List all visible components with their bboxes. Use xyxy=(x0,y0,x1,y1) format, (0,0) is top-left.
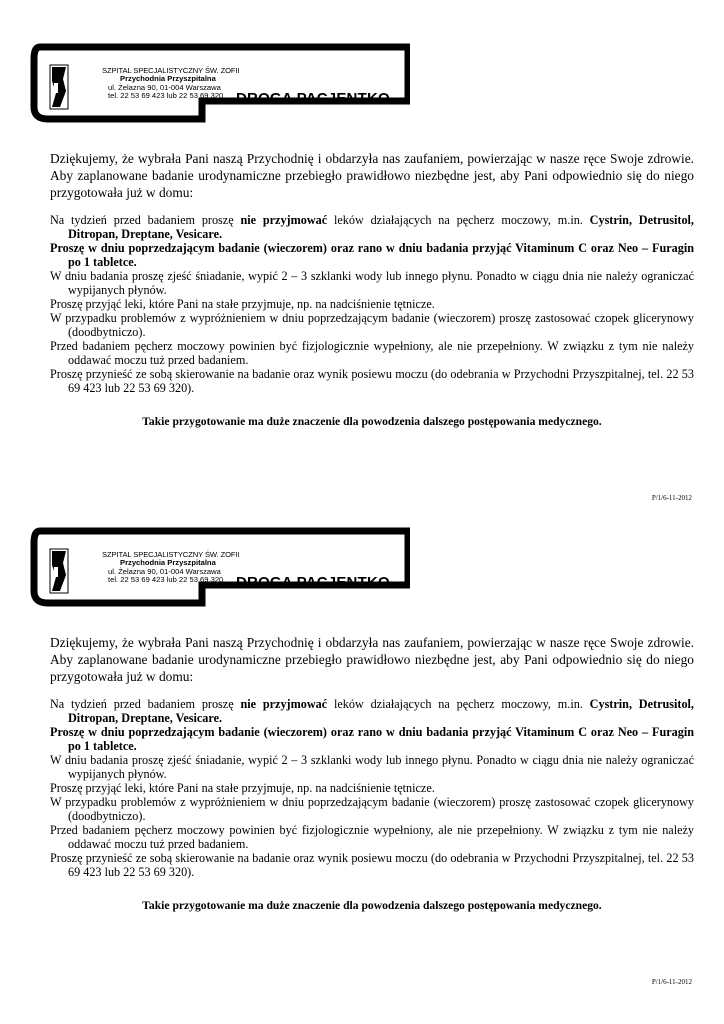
intro-paragraph: Dziękujemy, że wybrała Pani naszą Przychodnię i obdarzyła nas zaufaniem, powierzając w nasze ręce Swoje zdrowie. Aby zaplanowane badanie urodynamiczne przebiegło prawidłowo niezbędne jest, aby Pani odpowiednio się do niego przygotowała już w domu: xyxy=(50,635,694,684)
leaflet-copy-bottom xyxy=(0,484,724,996)
list-item: W przypadku problemów z wypróżnieniem w dniu poprzedzającym badanie (wieczorem) proszę zastosować czopek glicerynowy (doodbytniczo). xyxy=(50,311,694,339)
list-item: Proszę przyjąć leki, które Pani na stałe przyjmuje, np. na nadciśnienie tętnicze. xyxy=(50,781,435,795)
header-frame xyxy=(30,43,410,129)
address: ul. Żelazna 90, 01-004 Warszawa xyxy=(108,566,221,576)
clinic-name: Przychodnia Przyszpitalna xyxy=(120,558,216,568)
closing-note: Takie przygotowanie ma duże znaczenie dla powodzenia dalszego postępowania medycznego. xyxy=(142,415,602,428)
form-code: P/1/6-11-2012 xyxy=(651,978,692,986)
org-name: SZPITAL SPECJALISTYCZNY ŚW. ZOFII xyxy=(102,66,240,75)
address: ul. Żelazna 90, 01-004 Warszawa xyxy=(108,82,221,92)
list-item: Proszę przynieść ze sobą skierowanie na badanie oraz wynik posiewu moczu (do odebrania w Przychodni Przyszpitalnej, tel. 22 53 69 423 lub 22 53 69 320). xyxy=(50,851,694,879)
list-item: W dniu badania proszę zjeść śniadanie, wypić 2 – 3 szklanki wody lub innego płynu. Ponadto w ciągu dnia nie należy ograniczać wypijanych płynów. xyxy=(50,753,694,781)
clinic-address-block xyxy=(102,67,240,101)
phone: tel. 22 53 69 423 lub 22 53 69 320 xyxy=(108,91,224,101)
phone: tel. 22 53 69 423 lub 22 53 69 320 xyxy=(108,575,224,585)
intro-paragraph: Dziękujemy, że wybrała Pani naszą Przychodnię i obdarzyła nas zaufaniem, powierzając w nasze ręce Swoje zdrowie. Aby zaplanowane badanie urodynamiczne przebiegło prawidłowo niezbędne jest, aby Pani odpowiednio się do niego przygotowała już w domu: xyxy=(50,151,694,200)
instructions-list xyxy=(50,213,694,395)
clinic-address-block xyxy=(102,551,240,585)
list-item: Proszę przynieść ze sobą skierowanie na badanie oraz wynik posiewu moczu (do odebrania w Przychodni Przyszpitalnej, tel. 22 53 69 423 lub 22 53 69 320). xyxy=(50,367,694,395)
instructions-list xyxy=(50,697,694,879)
org-name: SZPITAL SPECJALISTYCZNY ŚW. ZOFII xyxy=(102,550,240,559)
closing-note: Takie przygotowanie ma duże znaczenie dla powodzenia dalszego postępowania medycznego. xyxy=(142,899,602,912)
page-title: DROGA PACJENTKO xyxy=(236,90,390,107)
page-title: DROGA PACJENTKO xyxy=(236,574,390,591)
list-item: Na tydzień przed badaniem proszę nie przyjmować leków działających na pęcherz moczowy, m.in. Cystrin, Detrusitol, Ditropan, Dreptane, Vesicare. xyxy=(50,213,694,241)
list-item: W dniu badania proszę zjeść śniadanie, wypić 2 – 3 szklanki wody lub innego płynu. Ponadto w ciągu dnia nie należy ograniczać wypijanych płynów. xyxy=(50,269,694,297)
clinic-name: Przychodnia Przyszpitalna xyxy=(120,74,216,84)
list-item: W przypadku problemów z wypróżnieniem w dniu poprzedzającym badanie (wieczorem) proszę zastosować czopek glicerynowy (doodbytniczo). xyxy=(50,795,694,823)
list-item: Proszę przyjąć leki, które Pani na stałe przyjmuje, np. na nadciśnienie tętnicze. xyxy=(50,297,435,311)
list-item: Na tydzień przed badaniem proszę nie przyjmować leków działających na pęcherz moczowy, m.in. Cystrin, Detrusitol, Ditropan, Dreptane, Vesicare. xyxy=(50,697,694,725)
header-frame xyxy=(30,527,410,613)
list-item: Proszę w dniu poprzedzającym badanie (wieczorem) oraz rano w dniu badania przyjąć Vitaminum C oraz Neo – Furagin po 1 tabletce. xyxy=(50,725,694,753)
list-item: Proszę w dniu poprzedzającym badanie (wieczorem) oraz rano w dniu badania przyjąć Vitaminum C oraz Neo – Furagin po 1 tabletce. xyxy=(50,241,694,269)
list-item: Przed badaniem pęcherz moczowy powinien być fizjologicznie wypełniony, ale nie przepełniony. W związku z tym nie należy oddawać moczu tuż przed badaniem. xyxy=(50,823,694,851)
list-item: Przed badaniem pęcherz moczowy powinien być fizjologicznie wypełniony, ale nie przepełniony. W związku z tym nie należy oddawać moczu tuż przed badaniem. xyxy=(50,339,694,367)
form-code: P/1/6-11-2012 xyxy=(651,494,692,502)
